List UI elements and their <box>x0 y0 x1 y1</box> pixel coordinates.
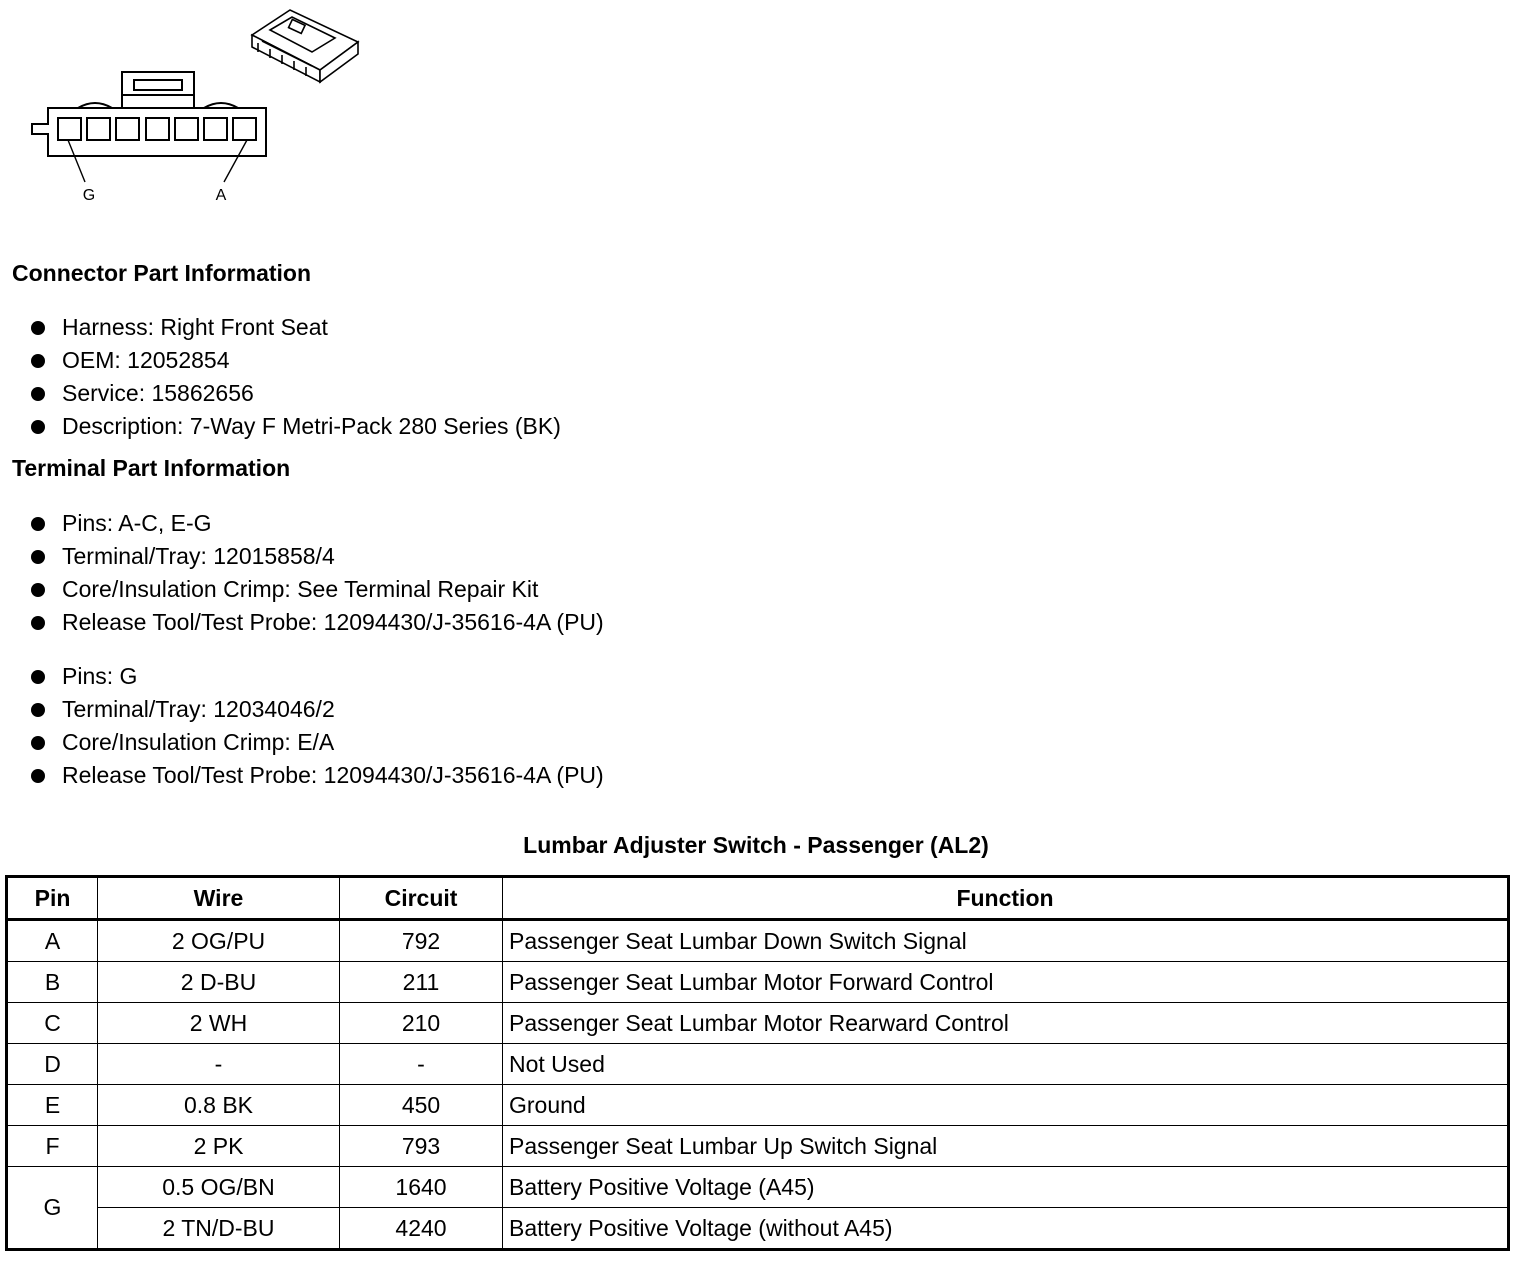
table-row <box>7 1085 1509 1126</box>
terminal-part-info-heading: Terminal Part Information <box>12 455 291 481</box>
cell-function: Passenger Seat Lumbar Motor Rearward Control <box>503 1003 1509 1044</box>
cell-function: Passenger Seat Lumbar Up Switch Signal <box>503 1126 1509 1167</box>
list-item: Service: 15862656 <box>28 377 561 410</box>
cell-circuit: - <box>340 1044 503 1085</box>
cell-circuit: 210 <box>340 1003 503 1044</box>
table-row <box>7 1208 1509 1250</box>
connector-front-view <box>32 72 266 182</box>
list-item: Terminal/Tray: 12034046/2 <box>28 693 604 726</box>
cell-function: Battery Positive Voltage (A45) <box>503 1167 1509 1208</box>
cell-wire: 2 OG/PU <box>98 920 340 962</box>
list-item: Pins: G <box>28 660 604 693</box>
cell-wire: 2 PK <box>98 1126 340 1167</box>
list-item: Description: 7-Way F Metri-Pack 280 Series (BK) <box>28 410 561 443</box>
header-wire: Wire <box>98 877 340 920</box>
connector-part-info-list <box>28 311 561 443</box>
table-row <box>7 1167 1509 1208</box>
cell-pin: B <box>7 962 98 1003</box>
cell-function: Passenger Seat Lumbar Motor Forward Control <box>503 962 1509 1003</box>
cell-function: Not Used <box>503 1044 1509 1085</box>
table-row <box>7 1003 1509 1044</box>
header-function: Function <box>503 877 1509 920</box>
list-item: Release Tool/Test Probe: 12094430/J-35616-4A (PU) <box>28 606 604 639</box>
cell-pin: E <box>7 1085 98 1126</box>
cell-function: Ground <box>503 1085 1509 1126</box>
terminal-group-1-list <box>28 507 604 639</box>
cell-wire: 0.5 OG/BN <box>98 1167 340 1208</box>
list-item: Core/Insulation Crimp: E/A <box>28 726 604 759</box>
cell-circuit: 1640 <box>340 1167 503 1208</box>
table-row <box>7 1126 1509 1167</box>
cell-circuit: 450 <box>340 1085 503 1126</box>
list-item: Release Tool/Test Probe: 12094430/J-35616-4A (PU) <box>28 759 604 792</box>
table-title: Lumbar Adjuster Switch - Passenger (AL2) <box>523 832 989 858</box>
terminal-group-2-list <box>28 660 604 792</box>
cell-function: Passenger Seat Lumbar Down Switch Signal <box>503 920 1509 962</box>
list-item: Terminal/Tray: 12015858/4 <box>28 540 604 573</box>
cell-circuit: 792 <box>340 920 503 962</box>
cell-circuit: 793 <box>340 1126 503 1167</box>
list-item: Pins: A-C, E-G <box>28 507 604 540</box>
table-header-row <box>7 877 1509 920</box>
cell-pin: A <box>7 920 98 962</box>
table-row <box>7 920 1509 962</box>
cell-function: Battery Positive Voltage (without A45) <box>503 1208 1509 1250</box>
cell-pin: C <box>7 1003 98 1044</box>
cell-circuit: 211 <box>340 962 503 1003</box>
list-item: OEM: 12052854 <box>28 344 561 377</box>
cell-wire: 2 TN/D-BU <box>98 1208 340 1250</box>
pin-label-g: G <box>82 187 96 204</box>
connector-part-info-heading: Connector Part Information <box>12 260 312 286</box>
cell-wire: 0.8 BK <box>98 1085 340 1126</box>
cell-pin: D <box>7 1044 98 1085</box>
cell-wire: 2 D-BU <box>98 962 340 1003</box>
pinout-table <box>5 875 1510 1251</box>
connector-isometric-icon <box>252 10 358 82</box>
cell-circuit: 4240 <box>340 1208 503 1250</box>
header-circuit: Circuit <box>340 877 503 920</box>
table-row <box>7 1044 1509 1085</box>
cell-wire: - <box>98 1044 340 1085</box>
cell-pin: G <box>7 1167 98 1250</box>
header-pin: Pin <box>7 877 98 920</box>
list-item: Harness: Right Front Seat <box>28 311 561 344</box>
cell-wire: 2 WH <box>98 1003 340 1044</box>
table-row <box>7 962 1509 1003</box>
cell-pin: F <box>7 1126 98 1167</box>
list-item: Core/Insulation Crimp: See Terminal Repair Kit <box>28 573 604 606</box>
connector-diagram <box>0 0 380 215</box>
pin-label-a: A <box>215 187 227 204</box>
